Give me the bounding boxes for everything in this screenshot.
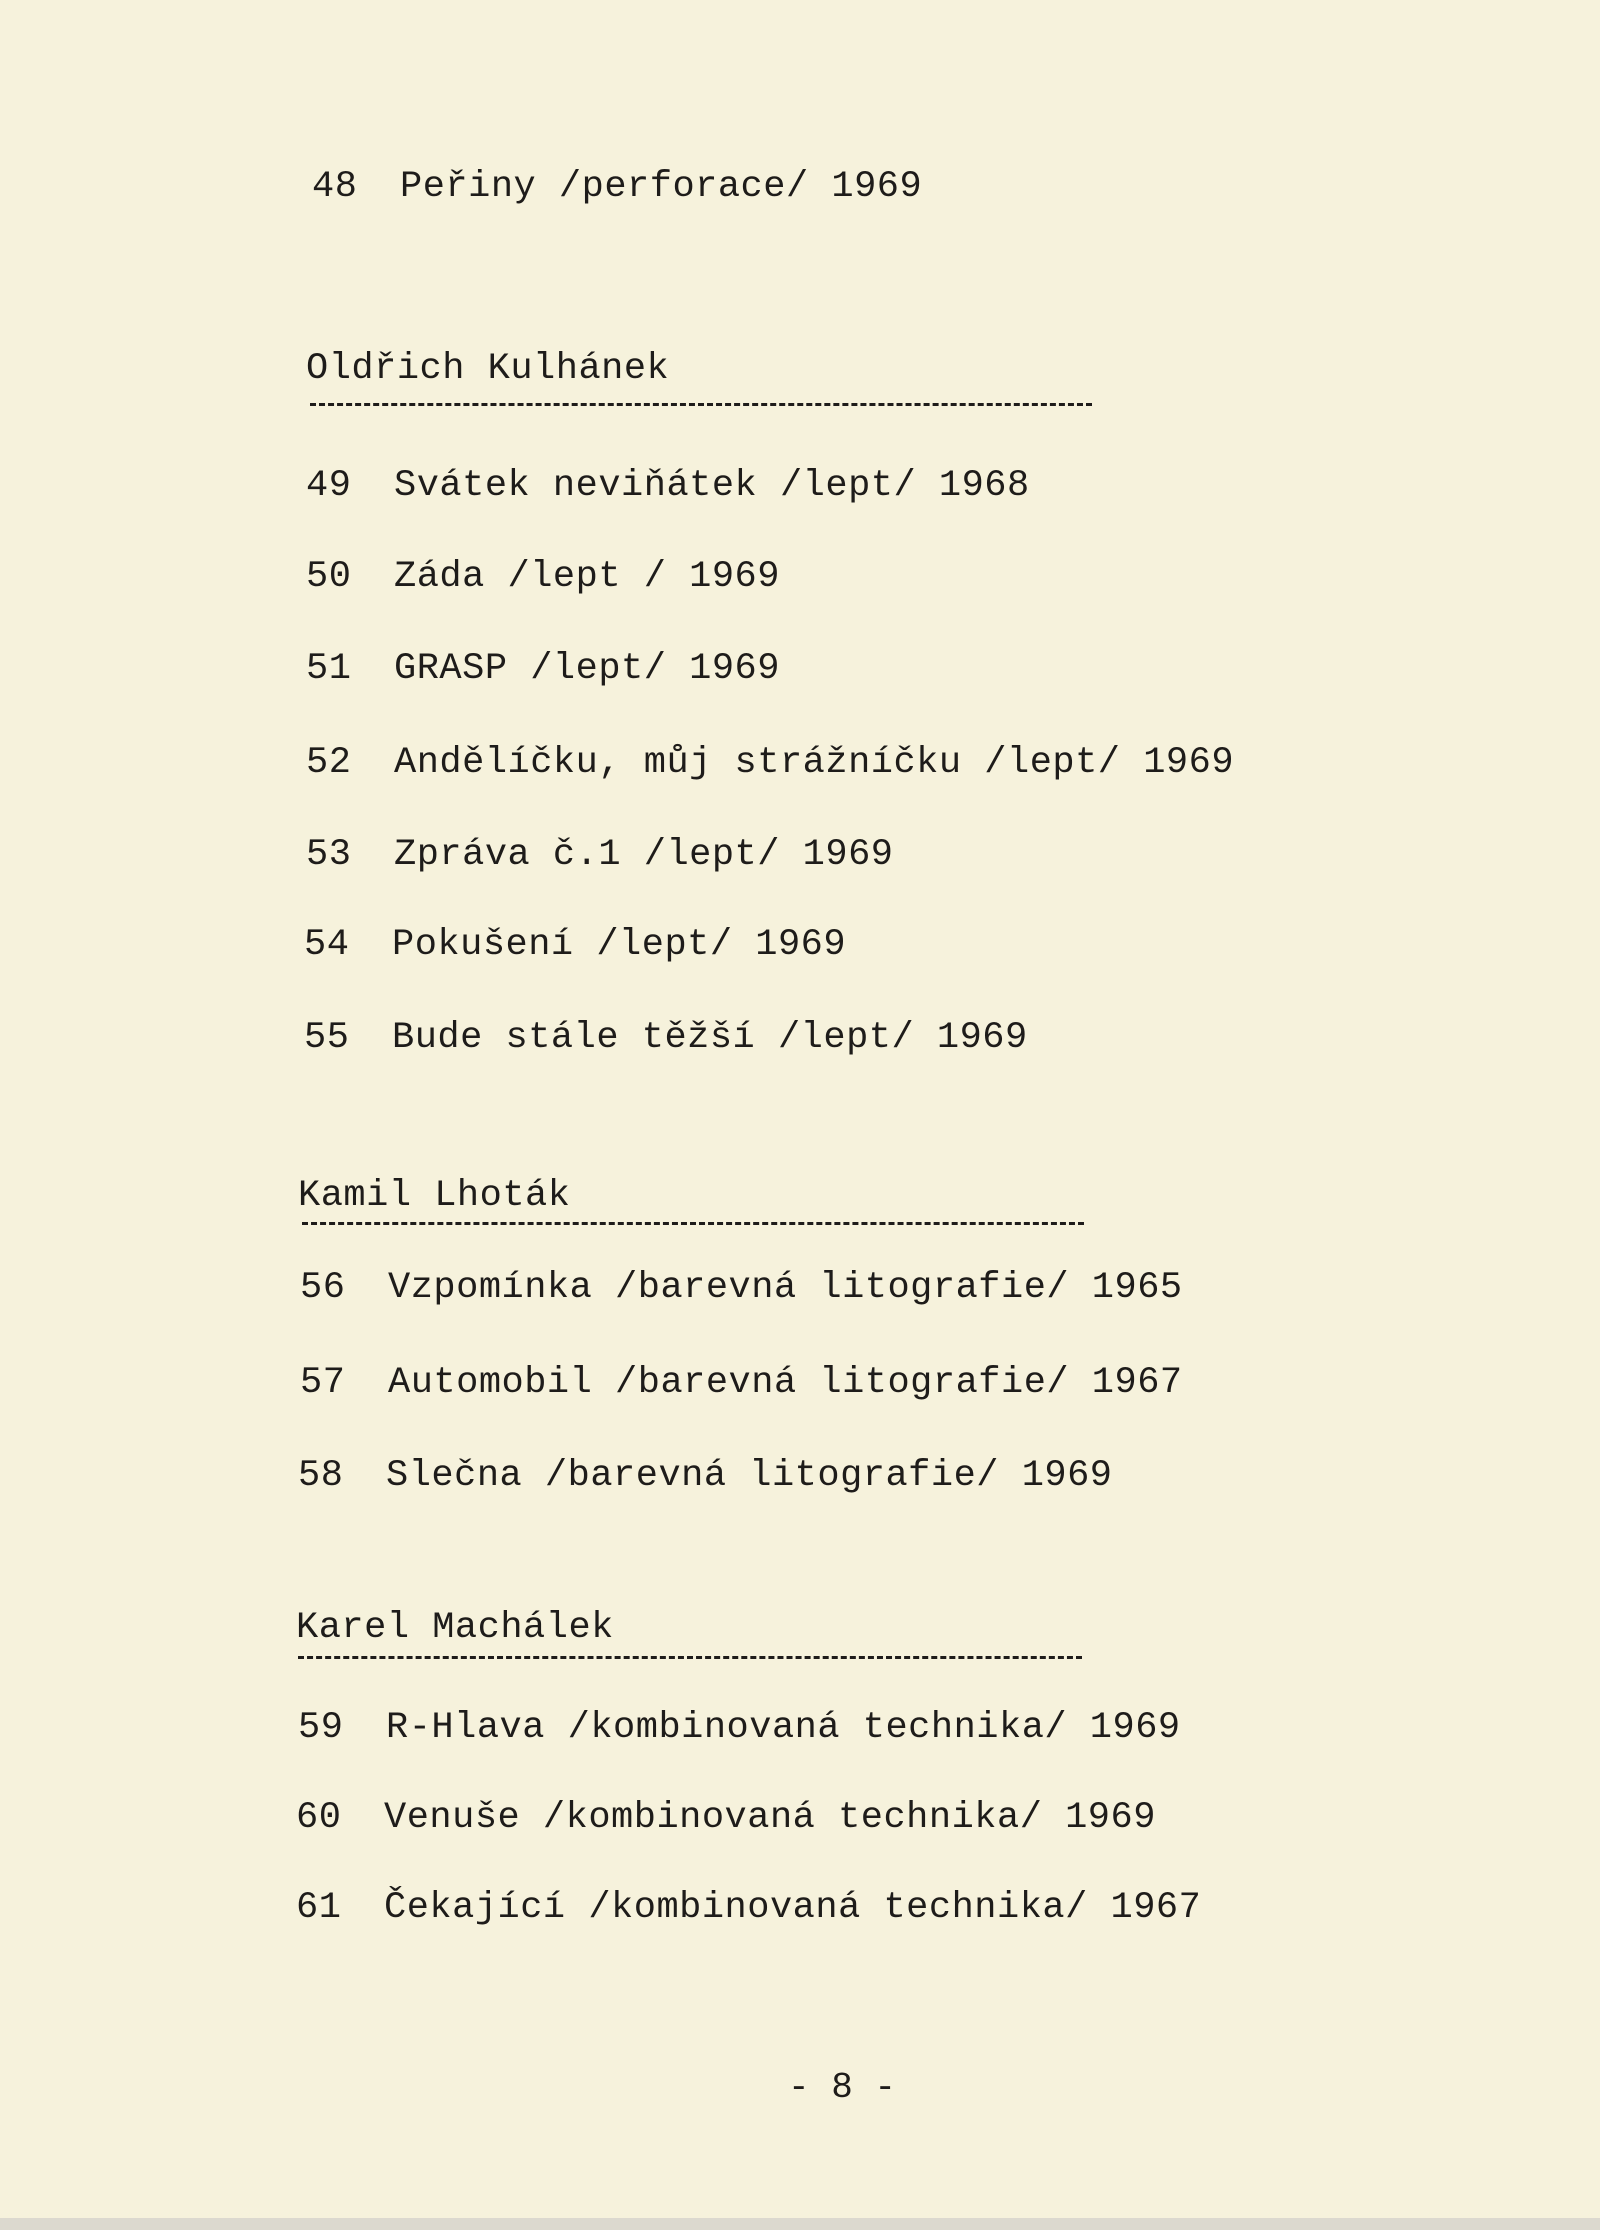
item-number: 59 [298,1707,344,1749]
item-number: 53 [306,834,352,876]
dashed-underline [298,1656,1082,1659]
list-item [300,1362,1183,1404]
artist-heading: Karel Machálek [296,1607,614,1649]
item-text: Pokušení /lept/ 1969 [392,924,847,966]
item-text: Vzpomínka /barevná litografie/ 1965 [388,1267,1183,1309]
list-item [306,742,1234,784]
item-number: 50 [306,556,352,598]
list-item [298,1707,1181,1749]
dashed-underline [310,403,1092,406]
item-text: Záda /lept / 1969 [394,556,780,598]
item-number: 52 [306,742,352,784]
item-number: 60 [296,1797,342,1839]
item-number: 57 [300,1362,346,1404]
item-text: Andělíčku, můj strážníčku /lept/ 1969 [394,742,1235,784]
item-text: Zpráva č.1 /lept/ 1969 [394,834,894,876]
item-number: 51 [306,648,352,690]
dashed-underline [302,1222,1084,1225]
item-text: Čekající /kombinovaná technika/ 1967 [384,1887,1202,1929]
list-item [304,1017,1028,1059]
list-item [306,648,780,690]
page-number: - 8 - [788,2067,897,2108]
item-number: 61 [296,1887,342,1929]
item-text: Slečna /barevná litografie/ 1969 [386,1455,1113,1497]
list-item [296,1887,1201,1929]
item-text: R-Hlava /kombinovaná technika/ 1969 [386,1707,1181,1749]
item-text: Bude stále těžší /lept/ 1969 [392,1017,1028,1059]
list-item [306,465,1030,507]
item-number: 55 [304,1017,350,1059]
artist-heading: Kamil Lhoták [298,1175,571,1217]
item-number: 48 [312,166,358,208]
item-text: GRASP /lept/ 1969 [394,648,780,690]
item-text: Svátek neviňátek /lept/ 1968 [394,465,1030,507]
artist-heading: Oldřich Kulhánek [306,348,670,390]
item-number: 58 [298,1455,344,1497]
item-text: Automobil /barevná litografie/ 1967 [388,1362,1183,1404]
list-item [296,1797,1156,1839]
list-item [306,556,780,598]
item-number: 49 [306,465,352,507]
item-text: Venuše /kombinovaná technika/ 1969 [384,1797,1156,1839]
page-edge [0,2218,1600,2230]
list-item [312,166,922,208]
item-number: 54 [304,924,350,966]
list-item [298,1455,1113,1497]
list-item [300,1267,1183,1309]
list-item [304,924,846,966]
item-text: Peřiny /perforace/ 1969 [400,166,923,208]
item-number: 56 [300,1267,346,1309]
list-item [306,834,893,876]
